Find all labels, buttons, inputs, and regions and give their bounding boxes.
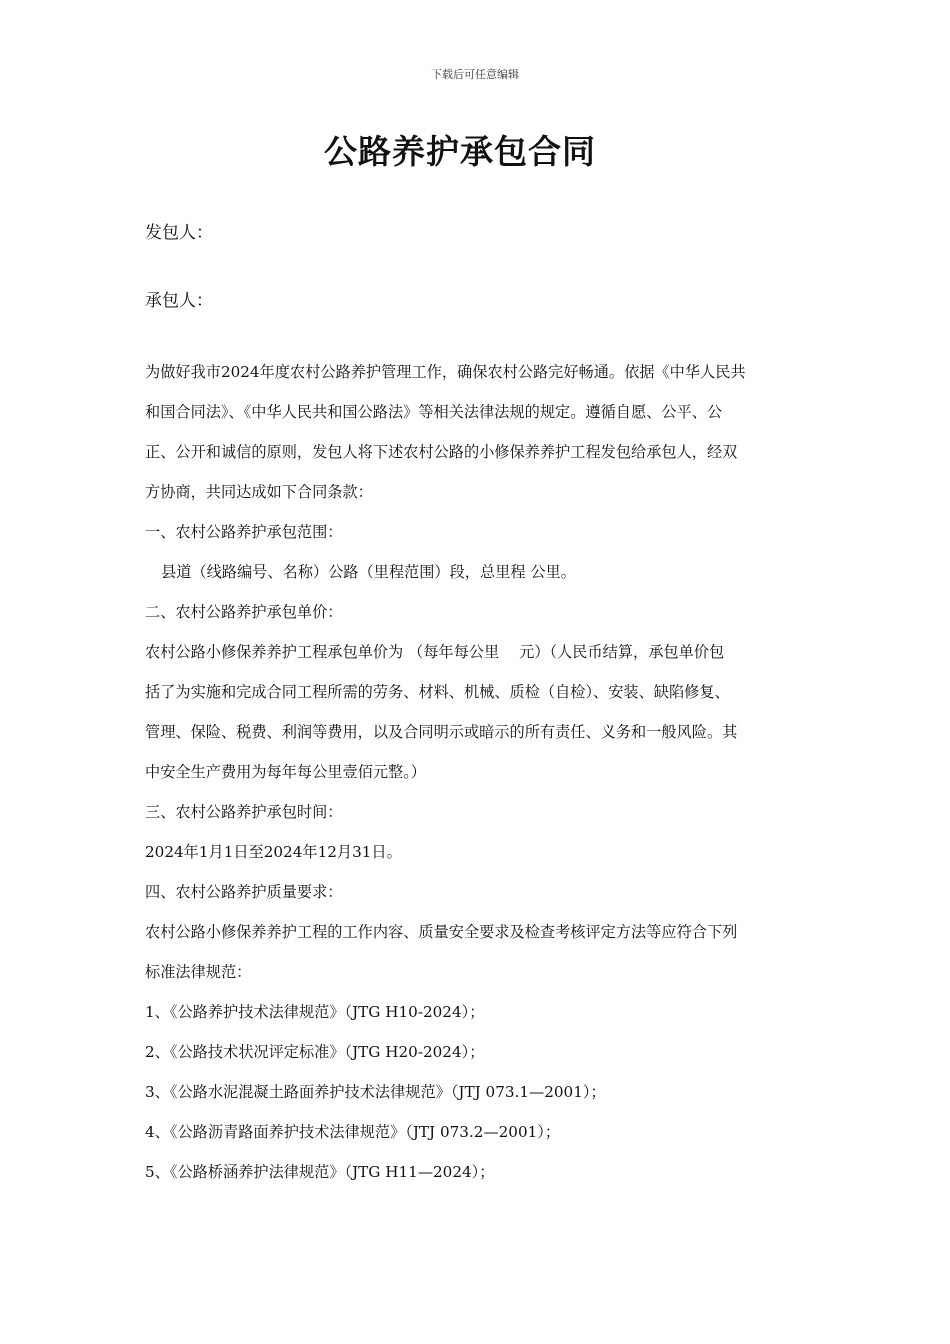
body-line: 为做好我市2024年度农村公路养护管理工作，确保农村公路完好畅通。依据《中华人民共 xyxy=(145,363,746,381)
body-line: 和国合同法》、《中华人民共和国公路法》等相关法律法规的规定。遵循自愿、公平、公 xyxy=(145,403,723,421)
body-line: 管理、保险、税费、利润等费用，以及合同明示或暗示的所有责任、义务和一般风险。其 xyxy=(145,723,738,741)
body-line: 2024年1月1日至2024年12月31日。 xyxy=(145,843,402,861)
body-line: 方协商，共同达成如下合同条款： xyxy=(145,483,373,501)
list-item: 1、《公路养护技术法律规范》（JTG H10-2024）； xyxy=(145,1003,485,1021)
body-line: 标准法律规范： xyxy=(145,963,252,981)
section-heading: 一、农村公路养护承包范围： xyxy=(145,523,343,541)
body-line: 农村公路小修保养养护工程承包单价为 （每年每公里 元）（人民币结算，承包单价包 xyxy=(145,643,725,661)
employer-label: 发包人： xyxy=(145,223,213,243)
section-heading: 三、农村公路养护承包时间： xyxy=(145,803,343,821)
list-item: 4、《公路沥青路面养护技术法律规范》（JTJ 073.2—2001）； xyxy=(145,1123,561,1141)
body-line: 括了为实施和完成合同工程所需的劳务、材料、机械、质检（自检）、安装、缺陷修复、 xyxy=(145,683,730,701)
section-heading: 二、农村公路养护承包单价： xyxy=(145,603,343,621)
page-header-note: 下载后可任意编辑 xyxy=(431,68,519,81)
section-heading: 四、农村公路养护质量要求： xyxy=(145,883,343,901)
body-line: 农村公路小修保养养护工程的工作内容、质量安全要求及检查考核评定方法等应符合下列 xyxy=(145,923,738,941)
contract-body xyxy=(145,352,810,1192)
list-item: 2、《公路技术状况评定标准》（JTG H20-2024）； xyxy=(145,1043,485,1061)
body-line: 中安全生产费用为每年每公里壹佰元整。） xyxy=(145,763,426,781)
body-line: 县道（线路编号、名称）公路（里程范围）段，总里程 公里。 xyxy=(161,563,576,581)
list-item: 5、《公路桥涵养护法律规范》（JTG H11—2024）； xyxy=(145,1163,495,1181)
list-item: 3、《公路水泥混凝土路面养护技术法律规范》（JTJ 073.1—2001）； xyxy=(145,1083,606,1101)
contractor-label: 承包人： xyxy=(145,291,213,311)
body-line: 正、公开和诚信的原则，发包人将下述农村公路的小修保养养护工程发包给承包人，经双 xyxy=(145,443,738,461)
document-title: 公路养护承包合同 xyxy=(324,132,596,171)
